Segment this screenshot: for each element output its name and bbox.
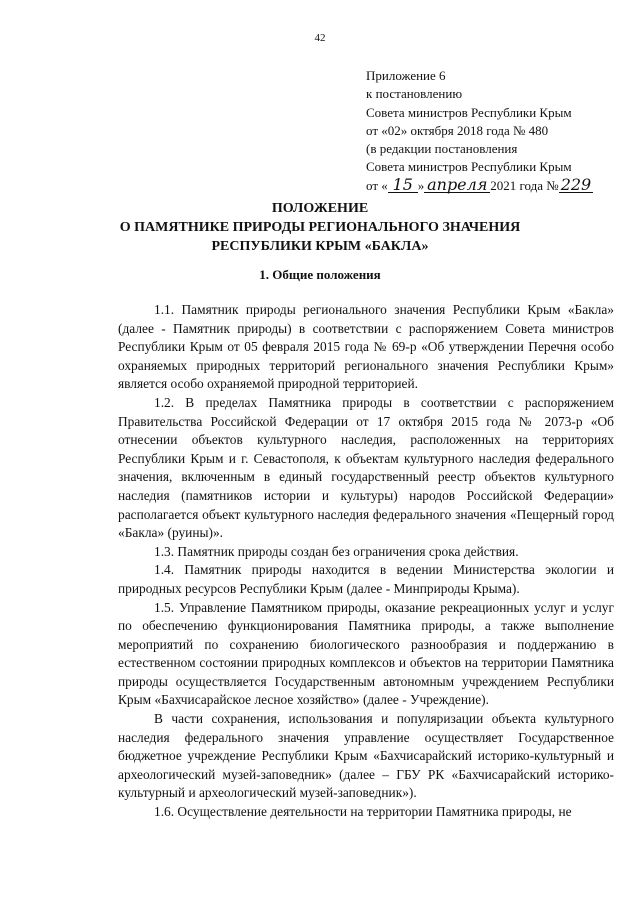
appendix-line: Совета министров Республики Крым	[366, 159, 572, 175]
appendix-date-line	[366, 174, 593, 195]
body-text	[118, 301, 614, 822]
date-year: 2021 года №	[490, 177, 559, 193]
handwritten-day: 15	[388, 178, 418, 193]
section-heading: 1. Общие положения	[259, 267, 381, 282]
date-quote: »	[417, 177, 425, 193]
handwritten-number: 229	[560, 174, 592, 194]
appendix-line: Приложение 6	[366, 68, 446, 83]
appendix-line: от «02» октября 2018 года № 480	[366, 122, 549, 138]
paragraph-1-2: 1.2. В пределах Памятника природы в соответствии с распоряжением Правительства Российской Федерации от 17 октября 2015 года № 2073-р «Об отнесении объектов культурного наследия, расположенных на территориях Республики Крым и г. Севастополя, к объектам культурного наследия федерального значения, включенным в единый государственный реестр объектов культурного наследия (памятников истории и культуры) народов Российской Федерации» располагается объект культурного наследия федерального значения «Пещерный город «Бакла» (руины)».	[118, 394, 614, 541]
appendix-block	[366, 67, 593, 195]
title-line: ПОЛОЖЕНИЕ	[271, 201, 369, 216]
paragraph-1-5-cont: В части сохранения, использования и популяризации объекта культурного наследия федерального значения управление осуществляет Государственное бюджетное учреждение Республики Крым «Бахчисарайский историко-культурный и археологический музей-заповедник» (далее – ГБУ РК «Бахчисарайский историко-культурный и археологический музей-заповедник»).	[118, 711, 614, 801]
paragraph-1-1: 1.1. Памятник природы регионального значения Республики Крым «Бакла» (далее - Памятник природы) в соответствии с распоряжением Совета министров Республики Крым от 05 февраля 2015 года № 69-р «Об утверждении Перечня особо охраняемых природных территорий регионального значения Республики Крым» является особо охраняемой природной территорией.	[118, 302, 614, 392]
appendix-line: Совета министров Республики Крым	[366, 104, 572, 120]
paragraph-1-4: 1.4. Памятник природы находится в ведении Министерства экологии и природных ресурсов Республики Крым (далее - Минприроды Крыма).	[118, 562, 614, 596]
page-number: 42	[314, 32, 326, 44]
title-line: РЕСПУБЛИКИ КРЫМ «БАКЛА»	[211, 239, 429, 254]
appendix-line: к постановлению	[366, 86, 463, 102]
title-line: О ПАМЯТНИКЕ ПРИРОДЫ РЕГИОНАЛЬНОГО ЗНАЧЕНИЯ	[119, 220, 521, 235]
appendix-line: (в редакции постановления	[366, 141, 518, 157]
paragraph-1-5: 1.5. Управление Памятником природы, оказание рекреационных услуг и услуг по обеспечению функционирования Памятника природы, а также выполнение мероприятий по сохранению биологического разнообразия и поддержанию в естественном состоянии природных комплексов и объектов на территории Памятника природы осуществляется Государственным автономным учреждением Республики Крым «Бахчисарайское лесное хозяйство» (далее - Учреждение).	[118, 599, 614, 708]
date-prefix: от «	[366, 177, 388, 193]
document-title	[0, 199, 640, 256]
paragraph-1-6: 1.6. Осуществление деятельности на территории Памятника природы, не	[154, 804, 572, 820]
paragraph-1-3: 1.3. Памятник природы создан без ограничения срока действия.	[154, 543, 519, 559]
handwritten-month: апреля	[424, 178, 490, 193]
